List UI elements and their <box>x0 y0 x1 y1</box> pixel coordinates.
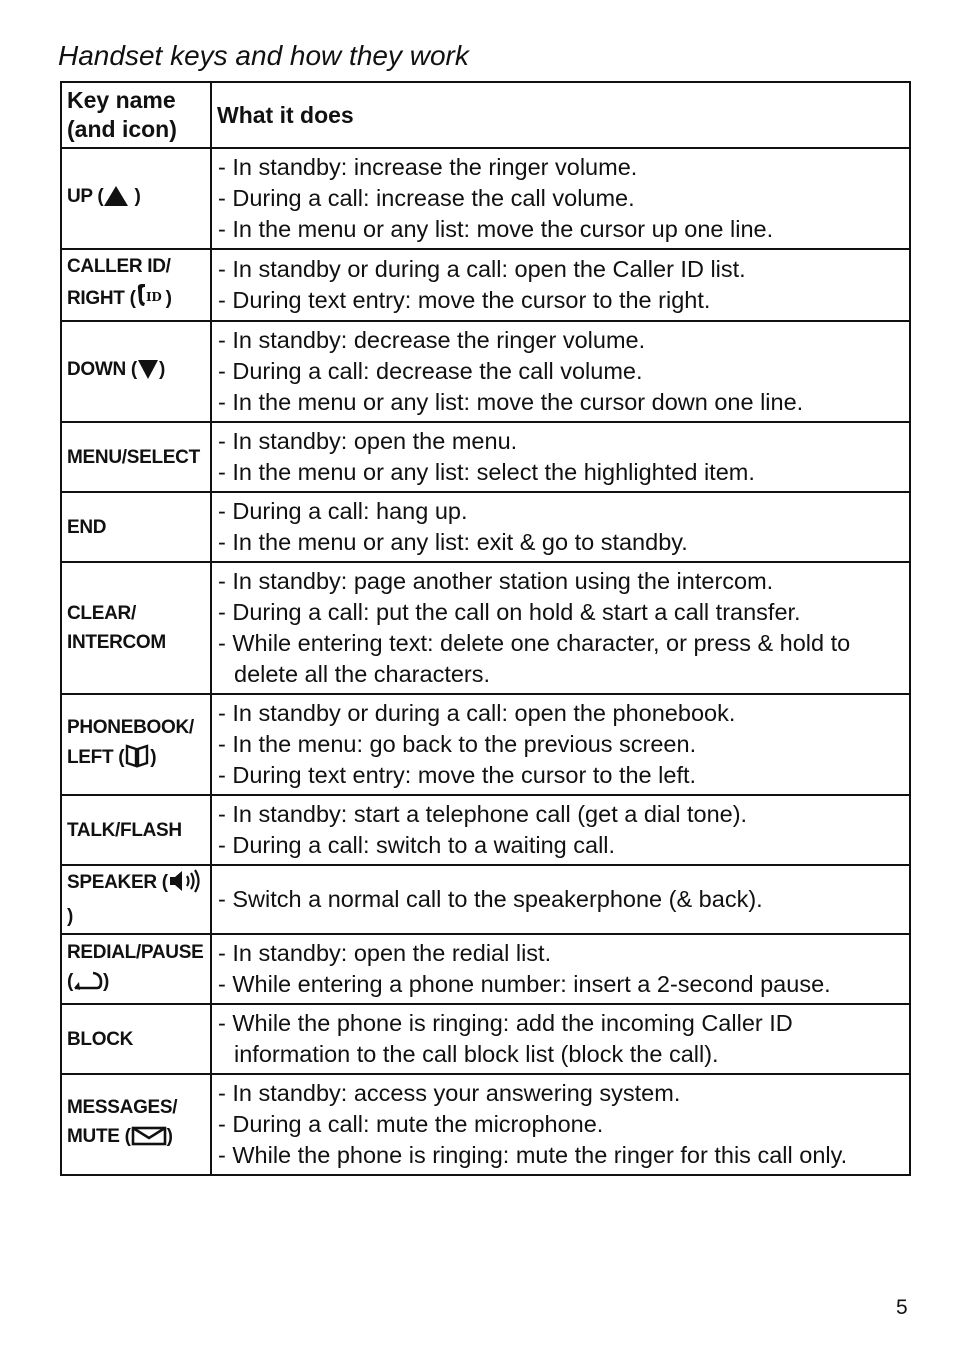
description-cell <box>211 934 910 1004</box>
description-cell <box>211 249 910 321</box>
description-cell <box>211 422 910 492</box>
table-row <box>61 249 910 321</box>
description-line: - Switch a normal call to the speakerphone (& back). <box>218 886 763 912</box>
description-line: - During a call: hang up. <box>218 498 468 524</box>
down-triangle-icon <box>137 358 159 389</box>
redial-icon <box>73 968 103 1001</box>
description-cell <box>211 321 910 422</box>
svg-text:ID: ID <box>145 290 162 304</box>
description-line: - In the menu or any list: move the cursor up one line. <box>218 216 774 242</box>
key-name-cell: CALLER ID/ RIGHT ( ID ) <box>61 249 211 321</box>
description-cell <box>211 694 910 795</box>
description-line: - In the menu or any list: exit & go to standby. <box>218 529 688 555</box>
description-line: - In standby or during a call: open the Caller ID list. <box>218 256 746 282</box>
table-row <box>61 422 910 492</box>
page-number: 5 <box>896 1296 908 1319</box>
description-line: - While entering a phone number: insert a 2-second pause. <box>218 971 831 997</box>
description-line: - In the menu: go back to the previous screen. <box>218 731 697 757</box>
caller-id-icon <box>136 281 166 318</box>
description-line: - During a call: mute the microphone. <box>218 1111 604 1137</box>
description-cell <box>211 1004 910 1074</box>
description-cell <box>211 1074 910 1175</box>
description-line: - During a call: switch to a waiting call. <box>218 832 616 858</box>
key-name-cell: DOWN ( ) <box>61 321 211 422</box>
table-row <box>61 1004 910 1074</box>
page-title: Handset keys and how they work <box>58 40 469 71</box>
what-it-does-header: What it does <box>211 82 910 148</box>
table-row <box>61 865 910 934</box>
table-row <box>61 562 910 694</box>
description-cell <box>211 562 910 694</box>
description-line: - In standby: open the menu. <box>218 428 518 454</box>
description-line: - During text entry: move the cursor to the left. <box>218 762 697 788</box>
description-cell <box>211 148 910 249</box>
description-line: - During a call: increase the call volume. <box>218 185 635 211</box>
description-line: - In standby: increase the ringer volume. <box>218 154 638 180</box>
description-line: - In the menu or any list: move the cursor down one line. <box>218 389 804 415</box>
table-header-row <box>61 82 910 148</box>
key-name-cell: REDIAL/PAUSE ( ) <box>61 934 211 1004</box>
description-cell <box>211 795 910 865</box>
description-line: - In standby: page another station using the intercom. <box>218 568 774 594</box>
key-name-cell: MENU/SELECT <box>61 422 211 492</box>
phonebook-icon <box>124 742 150 777</box>
description-line: - In standby: access your answering system. <box>218 1080 681 1106</box>
key-name-cell: PHONEBOOK/ LEFT ( ) <box>61 694 211 795</box>
description-line: - In standby: decrease the ringer volume. <box>218 327 646 353</box>
handset-keys-table <box>60 81 911 1176</box>
key-name-cell: SPEAKER () <box>61 865 211 934</box>
description-line: - In standby: start a telephone call (get a dial tone). <box>218 801 748 827</box>
key-name-cell: BLOCK <box>61 1004 211 1074</box>
key-name-cell: TALK/FLASH <box>61 795 211 865</box>
description-line: - In standby or during a call: open the phonebook. <box>218 700 736 726</box>
table-row <box>61 795 910 865</box>
description-line: - While the phone is ringing: mute the ringer for this call only. <box>218 1142 848 1168</box>
table-row <box>61 694 910 795</box>
up-triangle-icon <box>103 185 129 216</box>
description-cell <box>211 865 910 934</box>
key-name-cell: CLEAR/ INTERCOM <box>61 562 211 694</box>
speaker-icon <box>168 869 204 902</box>
key-name-cell: END <box>61 492 211 562</box>
description-line: - During a call: decrease the call volume. <box>218 358 643 384</box>
key-name-cell: MESSAGES/ MUTE ( ) <box>61 1074 211 1175</box>
table-row <box>61 321 910 422</box>
key-name-header: Key name (and icon) <box>61 82 211 148</box>
table-row <box>61 492 910 562</box>
key-name-cell: UP ( ) <box>61 148 211 249</box>
description-line: - During a call: put the call on hold & start a call transfer. <box>218 599 801 625</box>
envelope-icon <box>131 1125 167 1156</box>
table-row <box>61 934 910 1004</box>
description-line: - In standby: open the redial list. <box>218 940 552 966</box>
description-line: - While the phone is ringing: add the incoming Caller ID information to the call block list (block the call). <box>218 1010 793 1067</box>
description-cell <box>211 492 910 562</box>
description-line: - During text entry: move the cursor to the right. <box>218 287 711 313</box>
table-row <box>61 148 910 249</box>
description-line: - While entering text: delete one character, or press & hold to delete all the characters. <box>218 630 851 687</box>
description-line: - In the menu or any list: select the highlighted item. <box>218 459 755 485</box>
table-row <box>61 1074 910 1175</box>
